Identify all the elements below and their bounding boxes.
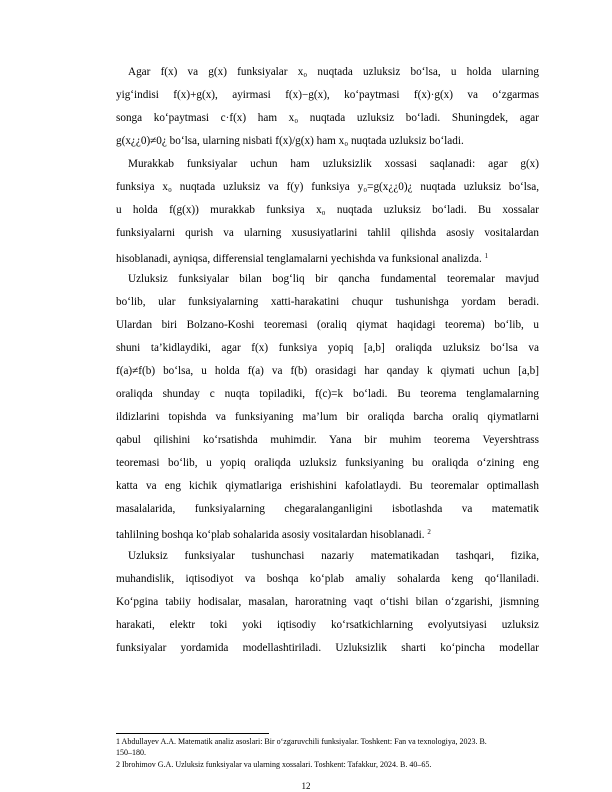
body-line-19: katta va eng kichik qiymatlariga erishishini kafolatlaydi. Bu teoremalar optimallash — [116, 480, 539, 492]
body-line-17: qabul qilishini ko‘rsatishda muhimdir. Yana bir muhim teorema Veyershtrass — [116, 434, 539, 446]
body-line-12: Ulardan biri Bolzano-Koshi teoremasi (oraliq qiymat haqidagi teorema) bo‘lib, u — [116, 319, 539, 331]
body-line-18: teoremasi bo‘lib, u yopiq oraliqda uzluksiz funksiyaning bu oraliqda o‘zining eng — [116, 457, 539, 469]
footnote-1: 1 Abdullayev A.A. Matematik analiz asoslari: Bir o‘zgaruvchili funksiyalar. Toshkent: Fan va texnologiya, 2023. B. — [116, 737, 487, 746]
body-line-14: f(a)≠f(b) bo‘lsa, u holda f(a) va f(b) orasidagi har qanday k qiymati uchun [a,b] — [116, 365, 539, 377]
page-number: 12 — [301, 781, 311, 791]
body-line-9-text: hisoblanadi, ayniqsa, differensial tenglamalarni yechishda va funksional analizda. — [116, 253, 482, 265]
body-line-26: funksiyalar yordamida modellashtiriladi. Uzluksizlik sharti ko‘pincha modellar — [116, 642, 539, 654]
body-line-8: funksiyalarni qurish va ularning xususiyatlarini tahlil qilishda asosiy vositalardan — [116, 227, 539, 239]
body-line-20: masalalarida, funksiyalarning chegaralanganligini isbotlashda va matematik — [116, 503, 539, 515]
footnote-ref-2: 2 — [427, 528, 431, 536]
body-line-9 — [116, 249, 539, 266]
footnote-ref-1: 1 — [484, 252, 489, 260]
body-line-10: Uzluksiz funksiyalar bilan bog‘liq bir qancha fundamental teoremalar mavjud — [128, 273, 539, 285]
body-line-2: yig‘indisi f(x)+g(x), ayirmasi f(x)−g(x), ko‘paytmasi f(x)·g(x) va o‘zgarmas — [116, 89, 539, 101]
footnote-2: 2 Ibrohimov G.A. Uzluksiz funksiyalar va ularning xossalari. Toshkent: Tafakkur, 2024. B. 40–65. — [116, 760, 432, 769]
body-line-6: funksiya x₀ nuqtada uzluksiz va f(y) funksiya y₀=g(x¿¿0)¿ nuqtada uzluksiz bo‘lsa, — [116, 181, 539, 193]
body-line-25: harakati, elektr toki yoki iqtisodiy ko‘rsatkichlarning evolyutsiyasi uzluksiz — [116, 619, 539, 631]
body-line-22: Uzluksiz funksiyalar tushunchasi nazariy matematikadan tashqari, fizika, — [128, 550, 539, 562]
body-line-4: g(x¿¿0)≠0¿ bo‘lsa, ularning nisbati f(x)/g(x) ham x₀ nuqtada uzluksiz bo‘ladi. — [116, 135, 464, 147]
body-line-1: Agar f(x) va g(x) funksiyalar x₀ nuqtada uzluksiz bo‘lsa, u holda ularning — [128, 66, 539, 78]
body-line-5: Murakkab funksiyalar uchun ham uzluksizlik xossasi saqlanadi: agar g(x) — [128, 158, 539, 170]
body-line-23: muhandislik, iqtisodiyot va boshqa ko‘plab amaliy sohalarda keng qo‘llaniladi. — [116, 573, 539, 585]
footnote-separator — [116, 733, 269, 734]
body-line-15: oraliqda shunday c nuqta topiladiki, f(c)=k bo‘ladi. Bu teorema tenglamalarning — [116, 388, 539, 400]
body-line-21 — [116, 525, 539, 542]
footnote-1-continuation: 150–180. — [116, 748, 146, 757]
body-line-7: u holda f(g(x)) murakkab funksiya x₀ nuqtada uzluksiz bo‘ladi. Bu xossalar — [116, 204, 539, 216]
body-line-21-text: tahlilning boshqa ko‘plab sohalarida asosiy vositalardan hisoblanadi. — [116, 529, 425, 541]
body-line-11: bo‘lib, ular funksiyalarning xatti-harakatini chuqur tushunishga yordam beradi. — [116, 296, 539, 308]
body-line-16: ildizlarini topishda va funksiyaning ma’lum bir oraliqda barcha oraliq qiymatlarni — [116, 411, 539, 423]
body-line-13: shuni ta’kidlaydiki, agar f(x) funksiya yopiq [a,b] oraliqda uzluksiz bo‘lsa va — [116, 342, 539, 354]
body-line-24: Ko‘pgina tabiiy hodisalar, masalan, haroratning vaqt o‘tishi bilan o‘zgarishi, jismning — [116, 596, 539, 608]
body-line-3: songa ko‘paytmasi c·f(x) ham x₀ nuqtada uzluksiz bo‘ladi. Shuningdek, agar — [116, 112, 539, 124]
